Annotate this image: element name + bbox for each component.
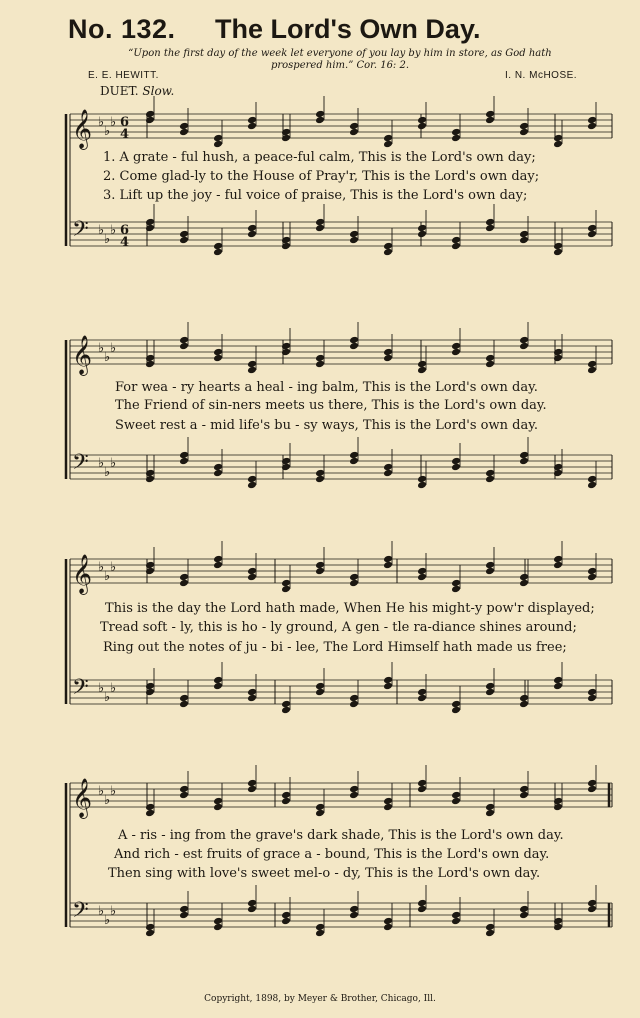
note-head [417,366,427,375]
note-head [451,348,461,357]
flat-icon: ♭ [98,904,105,919]
note-head [213,923,223,932]
tempo-label: DUET. [100,84,139,98]
note-head [281,706,291,715]
note-head [519,579,529,588]
note-head [383,803,393,812]
note-head [315,809,325,818]
note-head [587,481,597,490]
note-head [587,122,597,131]
treble-clef-icon: 𝄞 [72,109,93,149]
hymn-title: The Lord's Own Day. [215,14,481,44]
note-head [451,797,461,806]
note-head [349,342,359,351]
note-head [213,248,223,257]
flat-icon: ♭ [110,784,117,799]
lyric-line: 3. Lift up the joy - ful voice of praise, This is the Lord's own day; [103,188,528,203]
flat-icon: ♭ [98,681,105,696]
note-head [383,140,393,149]
treble-clef-icon: 𝄞 [72,554,93,594]
note-head [553,561,563,570]
note-head [519,911,529,920]
note-head [247,785,257,794]
treble-clef-icon: 𝄞 [72,778,93,818]
note-head [519,236,529,245]
note-head [587,366,597,375]
flat-icon: ♭ [110,560,117,575]
time-signature-bottom: 4 [120,235,130,250]
note-head [485,475,495,484]
note-head [247,694,257,703]
note-head [281,917,291,926]
note-head [315,688,325,697]
lyric-line: Ring out the notes of ju - bi - lee, The Lord Himself hath made us free; [103,640,567,655]
note-head [213,561,223,570]
lyric-line: Sweet rest a - mid life's bu - sy ways, This is the Lord's own day. [115,418,538,433]
note-head [349,791,359,800]
note-head [417,122,427,131]
note-head [247,905,257,914]
flat-icon: ♭ [110,456,117,471]
note-head [281,797,291,806]
note-head [485,360,495,369]
note-head [587,785,597,794]
note-head [315,224,325,233]
note-head [179,700,189,709]
note-head [383,682,393,691]
flat-icon: ♭ [110,115,117,130]
note-head [485,929,495,938]
note-head [213,803,223,812]
composer-credit: I. N. McHOSE. [505,70,578,81]
note-head [383,561,393,570]
note-head [417,230,427,239]
note-head [553,140,563,149]
note-head [417,573,427,582]
note-head [247,573,257,582]
lyric-line: A - ris - ing from the grave's dark shade, This is the Lord's own day. [118,828,564,843]
flat-icon: ♭ [98,115,105,130]
note-head [485,688,495,697]
copyright-notice: Copyright, 1898, by Meyer & Brother, Chicago, Ill. [204,994,436,1004]
note-head [383,469,393,478]
flat-icon: ♭ [104,569,111,584]
time-signature-bottom: 4 [120,127,130,142]
note-head [485,567,495,576]
note-head [485,116,495,125]
note-head [417,785,427,794]
note-head [451,917,461,926]
note-head [179,579,189,588]
note-head [145,809,155,818]
note-head [587,694,597,703]
note-head [315,360,325,369]
flat-icon: ♭ [104,690,111,705]
note-head [315,567,325,576]
note-head [519,457,529,466]
note-head [349,128,359,137]
note-head [179,342,189,351]
epigraph-line-2: prospered him.” Cor. 16: 2. [270,60,410,71]
note-head [179,911,189,920]
time-signature-top: 6 [120,115,130,130]
note-head [519,128,529,137]
note-head [417,481,427,490]
flat-icon: ♭ [98,456,105,471]
note-head [383,923,393,932]
bass-clef-icon: 𝄢 [72,898,89,928]
note-head [417,905,427,914]
flat-icon: ♭ [98,784,105,799]
bass-clef-icon: 𝄢 [72,675,89,705]
note-head [349,700,359,709]
flat-icon: ♭ [104,124,111,139]
note-head [349,457,359,466]
note-head [349,911,359,920]
flat-icon: ♭ [104,350,111,365]
flat-icon: ♭ [104,232,111,247]
note-head [451,134,461,143]
flat-icon: ♭ [104,913,111,928]
lyric-line: And rich - est fruits of grace a - bound, This is the Lord's own day. [114,847,550,862]
note-head [179,236,189,245]
hymn-number: No. 132. [68,14,176,44]
note-head [519,700,529,709]
flat-icon: ♭ [104,465,111,480]
lyric-line: 2. Come glad-ly to the House of Pray'r, This is the Lord's own day; [103,169,540,184]
note-head [349,579,359,588]
note-head [213,469,223,478]
note-head [553,248,563,257]
note-head [281,585,291,594]
flat-icon: ♭ [110,681,117,696]
note-head [213,354,223,363]
flat-icon: ♭ [98,341,105,356]
epigraph-line-1: “Upon the first day of the week let everyone of you lay by him in store, as God hath [128,48,552,59]
note-head [553,682,563,691]
author-credit: E. E. HEWITT. [88,70,159,81]
note-head [587,573,597,582]
note-head [179,791,189,800]
note-head [145,929,155,938]
note-head [315,475,325,484]
lyric-line: This is the day the Lord hath made, When He his might-y pow'r displayed; [105,601,595,616]
note-head [247,230,257,239]
note-head [587,905,597,914]
note-head [451,463,461,472]
tempo-word: Slow. [142,84,175,98]
note-head [247,366,257,375]
note-head [179,128,189,137]
note-head [383,248,393,257]
note-head [485,224,495,233]
lyric-line: The Friend of sin-ners meets us there, This is the Lord's own day. [115,398,547,413]
note-head [383,354,393,363]
note-head [485,809,495,818]
flat-icon: ♭ [98,560,105,575]
note-head [451,585,461,594]
note-head [213,682,223,691]
note-head [315,929,325,938]
note-head [179,457,189,466]
note-head [519,791,529,800]
bass-clef-icon: 𝄢 [72,217,89,247]
lyric-line: For wea - ry hearts a heal - ing balm, This is the Lord's own day. [115,380,538,395]
lyric-line: 1. A grate - ful hush, a peace-ful calm, This is the Lord's own day; [103,150,536,165]
flat-icon: ♭ [110,904,117,919]
note-head [451,706,461,715]
note-head [247,122,257,131]
note-head [451,242,461,251]
flat-icon: ♭ [110,341,117,356]
treble-clef-icon: 𝄞 [72,335,93,375]
note-head [247,481,257,490]
bass-clef-icon: 𝄢 [72,450,89,480]
note-head [417,694,427,703]
lyric-line: Then sing with love's sweet mel-o - dy, This is the Lord's own day. [108,866,541,881]
flat-icon: ♭ [98,223,105,238]
note-head [519,342,529,351]
note-head [213,140,223,149]
note-head [349,236,359,245]
note-head [587,230,597,239]
time-signature-top: 6 [120,223,130,238]
flat-icon: ♭ [104,793,111,808]
lyric-line: Tread soft - ly, this is ho - ly ground, A gen - tle ra-diance shines around; [100,620,577,635]
flat-icon: ♭ [110,223,117,238]
note-head [315,116,325,125]
